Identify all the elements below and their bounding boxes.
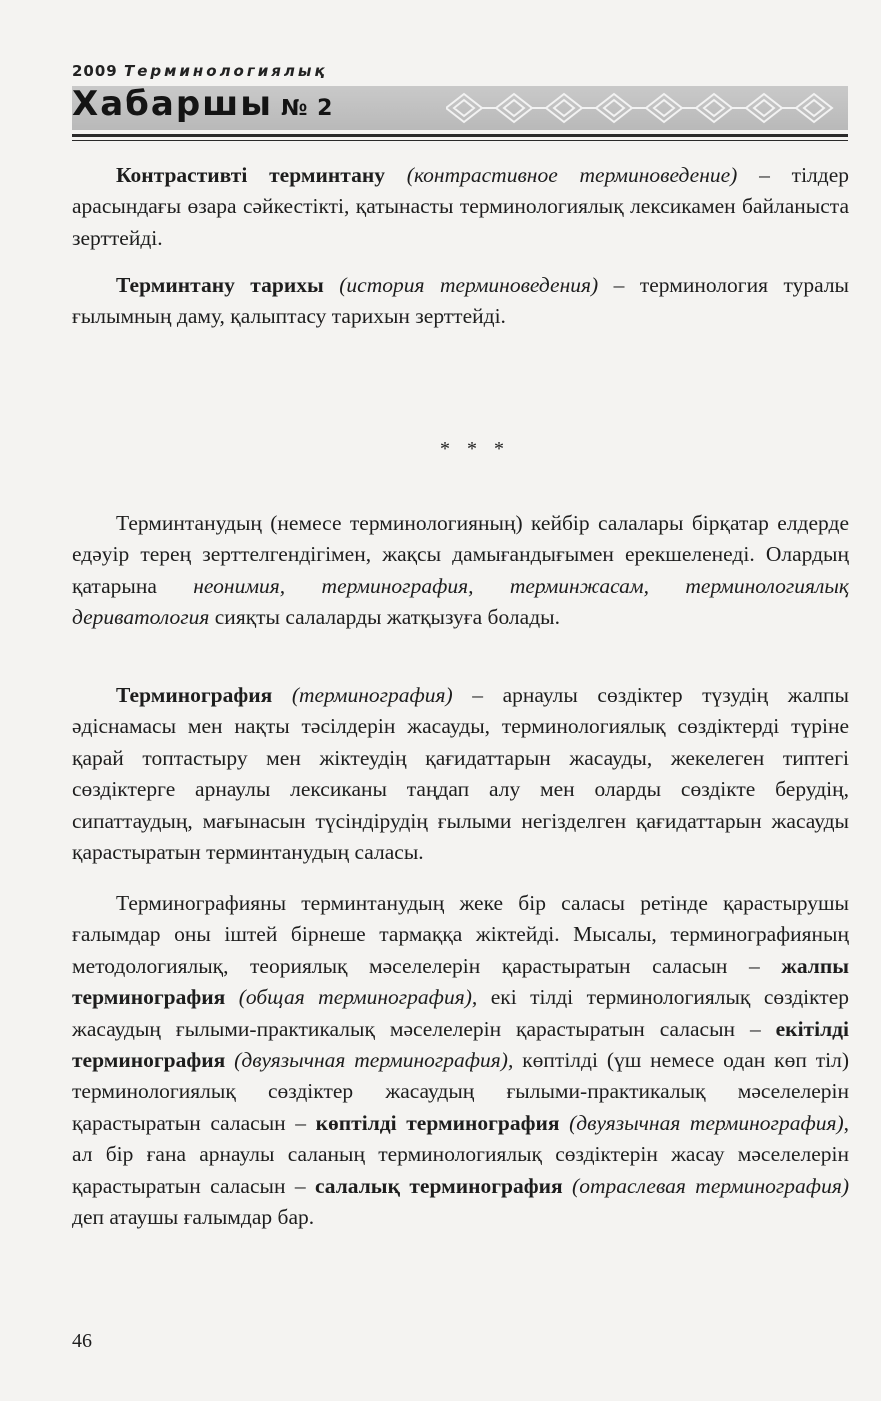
term-russian: (контрастивное терминоведение) bbox=[406, 163, 738, 187]
paragraph-contrastive bbox=[72, 160, 849, 254]
paragraph-history bbox=[72, 270, 849, 333]
definition-text: – арнаулы сөздіктер түзудің жалпы әдіснамасы мен нақты тәсілдерін жасауды, терминологиялық сөздіктерді түріне қарай топтастыру мен жіктеудің қағидаттарын жасауды, жекелеген типтегі сөздіктерге арнаулы лексиканы таңдап алу мен оларды сөздікте берудің, сипаттаудың, мағынасын түсіндірудің ғылыми негізделген қағидаттарын жасауды қарастыратын терминтанудың саласы. bbox=[72, 683, 849, 865]
definition-text: – тілдер арасындағы өзара сәйкестікті, қатынасты терминологиялық лексикамен байланыста зерттейді. bbox=[72, 163, 849, 250]
section-separator: * * * bbox=[440, 438, 510, 460]
term-multilingual-ru: (двуязычная терминография) bbox=[559, 1110, 844, 1135]
journal-title-text: Хабаршы bbox=[72, 84, 274, 124]
term-general-ru: (общая терминография), bbox=[225, 985, 478, 1010]
body-text: Терминографияны терминтанудың жеке бір саласы ретінде қарастырушы ғалымдар оны іштей бірнеше тармаққа жіктейді. Мысалы, терминографияның методологиялық, теориялық мәселелерін қарастыратын саласын – bbox=[72, 891, 849, 978]
term-bold: Терминтану тарихы bbox=[116, 273, 324, 297]
body-text: Терминтанудың (немесе терминологияның) кейбір салалары бірқатар елдерде едәуір терең зерттелгендігімен, жақсы дамығандығымен ерекшеленеді. Олардың қатарына bbox=[72, 511, 849, 598]
term-russian: (терминография) bbox=[291, 683, 453, 707]
body-text: екі тілді терминологиялық сөздіктер жасаудың ғылыми-практикалық мәселелерін қарастыратын саласын – bbox=[72, 985, 849, 1041]
body-text: деп атаушы ғалымдар бар. bbox=[72, 1205, 315, 1230]
page-number: 46 bbox=[72, 1330, 92, 1352]
paragraph-terminography bbox=[72, 680, 849, 868]
term-general: жалпы терминография bbox=[72, 953, 849, 1010]
issue-number: № 2 bbox=[281, 96, 334, 121]
body-text: сияқты салаларды жатқызуға болады. bbox=[209, 605, 560, 630]
body-text: көптілді (үш немесе одан көп тіл) терминологиялық сөздіктер жасаудың ғылыми-практикалық мәселелерін қарастыратын саласын – bbox=[72, 1048, 849, 1135]
term-bilingual: екітілді терминография bbox=[72, 1016, 849, 1073]
paragraph-branches bbox=[72, 508, 849, 634]
journal-year: 2009 bbox=[72, 62, 118, 80]
definition-text: – терминология туралы ғылымның даму, қалыптасу тарихын зерттейді. bbox=[72, 273, 849, 329]
term-russian: (история терминоведения) bbox=[339, 273, 599, 297]
journal-title bbox=[72, 84, 333, 124]
journal-word: Терминологиялық bbox=[123, 62, 328, 80]
term-sectoral: салалық терминография bbox=[314, 1173, 563, 1198]
term-multilingual: көптілді терминография bbox=[315, 1110, 560, 1135]
branch-list: неонимия, терминография, терминжасам, терминологиялық дериватология bbox=[72, 573, 849, 630]
term-bold: Терминография bbox=[116, 683, 273, 707]
term-sectoral-ru: (отраслевая терминография) bbox=[562, 1173, 849, 1198]
term-bilingual-ru: (двуязычная терминография), bbox=[225, 1048, 514, 1073]
header-rule bbox=[72, 134, 848, 137]
header-rule-thin bbox=[72, 140, 848, 141]
term-bold: Контрастивті терминтану bbox=[116, 163, 385, 187]
body-text: , ал бір ғана арнаулы саланың терминологиялық сөздіктерін жасау мәселелерін қарастыратын саласын – bbox=[72, 1110, 849, 1198]
paragraph-terminography-types bbox=[72, 888, 849, 1233]
journal-header-top bbox=[72, 62, 328, 80]
ornament-icon bbox=[446, 90, 848, 126]
